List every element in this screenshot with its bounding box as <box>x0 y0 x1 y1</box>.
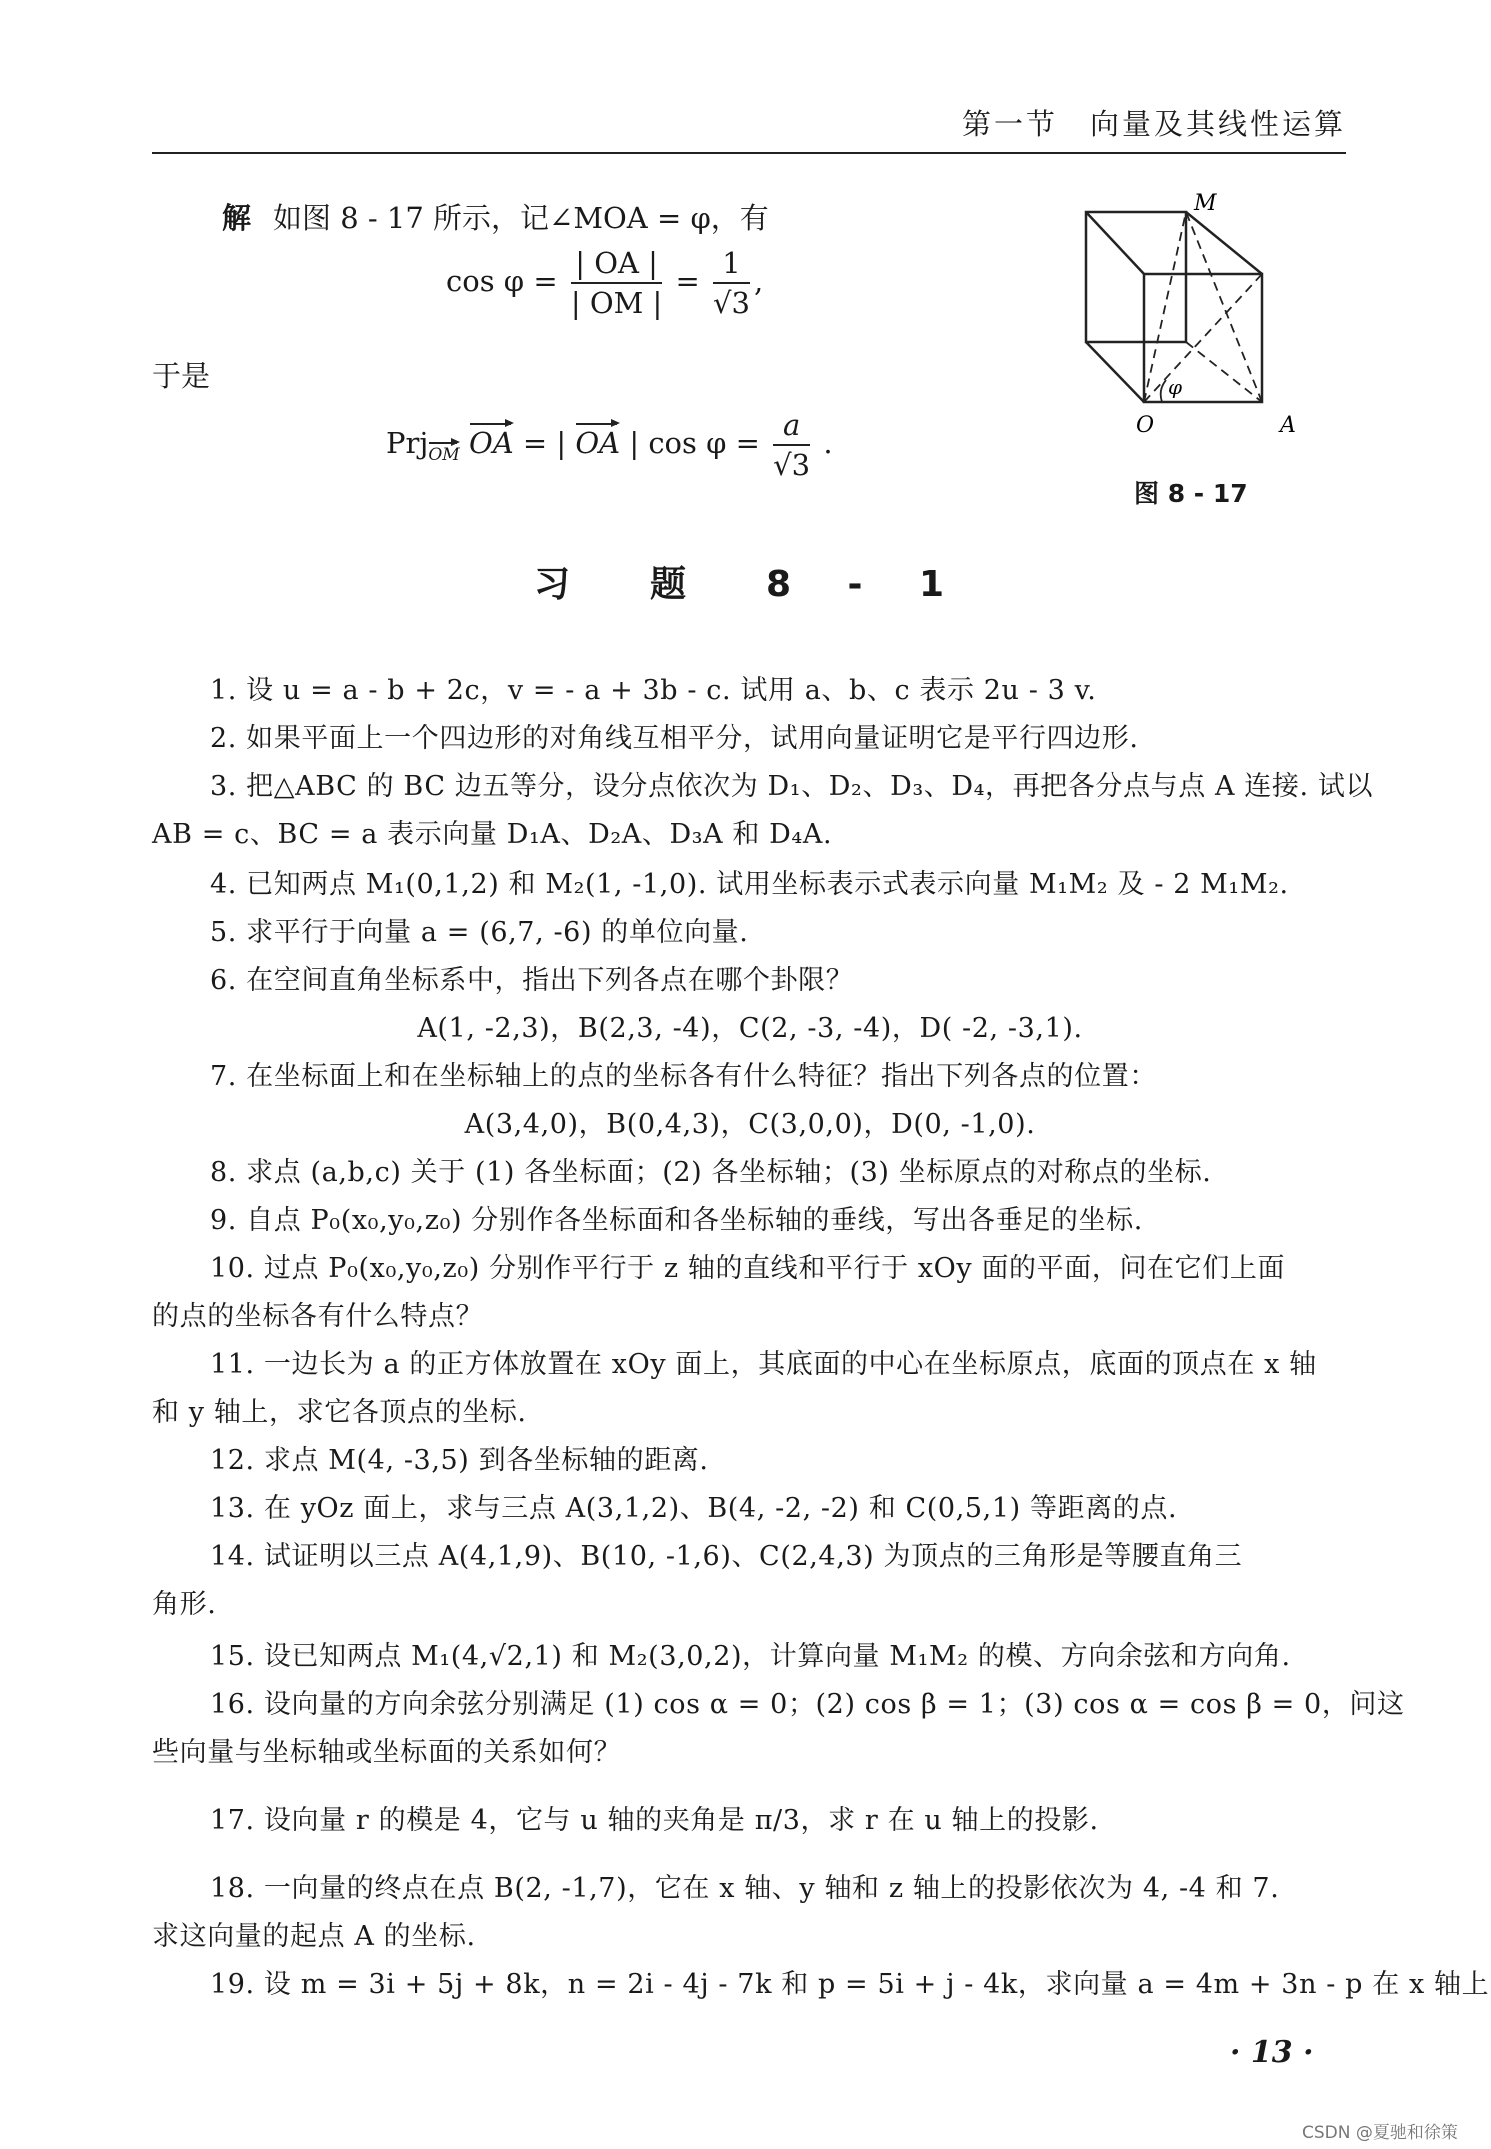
fraction-numerator: a <box>773 408 810 446</box>
figure-caption: 图 8 - 17 <box>1134 479 1248 508</box>
fraction-denominator: √3 <box>773 448 811 482</box>
solution-intro-text: 如图 8 - 17 所示，记∠MOA = φ，有 <box>273 201 769 235</box>
angle-arc <box>1161 380 1166 402</box>
watermark: CSDN @夏驰和徐策 <box>1302 2123 1458 2143</box>
label-phi: φ <box>1168 375 1183 399</box>
exercise-line: 15. 设已知两点 M₁(4,√2,1) 和 M₂(3,0,2)，计算向量 M₁M₂ 的模、方向余弦和方向角. <box>210 1641 1291 1672</box>
vector-oa: OA <box>469 420 514 460</box>
exercise-line: 11. 一边长为 a 的正方体放置在 xOy 面上，其底面的中心在坐标原点，底面的顶点在 x 轴 <box>210 1349 1317 1380</box>
section-title: 习 题 8 - 1 <box>533 564 967 605</box>
fraction-a-sqrt3 <box>773 408 810 482</box>
solution-label: 解 <box>222 201 252 235</box>
exercise-line: 18. 一向量的终点在点 B(2, -1,7)，它在 x 轴、y 轴和 z 轴上的投影依次为 4, -4 和 7. <box>210 1873 1280 1904</box>
exercise-line: 10. 过点 P₀(x₀,y₀,z₀) 分别作平行于 z 轴的直线和平行于 xOy 面的平面，问在它们上面 <box>210 1253 1286 1284</box>
exercise-line: 和 y 轴上，求它各顶点的坐标. <box>152 1397 527 1428</box>
fraction-denominator: √3 <box>713 286 750 320</box>
exercise-line: 8. 求点 (a,b,c) 关于 (1) 各坐标面；(2) 各坐标轴；(3) 坐标原点的对称点的坐标. <box>210 1157 1212 1188</box>
prj-cos: | cos φ = <box>629 426 760 460</box>
exercise-line: 7. 在坐标面上和在坐标轴上的点的坐标各有什么特征？指出下列各点的位置： <box>210 1061 1157 1092</box>
exercise-formula: A(3,4,0)，B(0,4,3)，C(3,0,0)，D(0, -1,0). <box>464 1109 1036 1140</box>
equals-sign: = <box>675 264 700 298</box>
fraction-1-sqrt3 <box>713 246 750 320</box>
exercise-line: AB = c、BC = a 表示向量 D₁A、D₂A、D₃A 和 D₄A. <box>152 819 833 850</box>
cube-front-face <box>1144 274 1262 402</box>
exercise-line: 求这向量的起点 A 的坐标. <box>152 1921 476 1952</box>
exercise-line: 的点的坐标各有什么特点？ <box>152 1301 484 1332</box>
trailing-period: . <box>823 426 833 460</box>
fraction-oa-om <box>571 246 662 320</box>
exercise-line: 4. 已知两点 M₁(0,1,2) 和 M₂(1, -1,0). 试用坐标表示式表示向量 M₁M₂ 及 - 2 M₁M₂. <box>210 869 1289 900</box>
vector-oa-magnitude: OA <box>575 420 620 460</box>
exercise-formula: A(1, -2,3)，B(2,3, -4)，C(2, -3, -4)，D( -2, -3,1). <box>417 1013 1083 1044</box>
exercise-line: 16. 设向量的方向余弦分别满足 (1) cos α = 0；(2) cos β = 1；(3) cos α = cos β = 0，问这 <box>210 1689 1405 1720</box>
exercise-line: 9. 自点 P₀(x₀,y₀,z₀) 分别作各坐标面和各坐标轴的垂线，写出各垂足的坐标. <box>210 1205 1143 1236</box>
exercise-line: 12. 求点 M(4, -3,5) 到各坐标轴的距离. <box>210 1445 709 1476</box>
label-a: A <box>1280 413 1296 438</box>
exercise-line: 17. 设向量 r 的模是 4，它与 u 轴的夹角是 π/3，求 r 在 u 轴上的投影. <box>210 1805 1099 1836</box>
cos-lhs: cos φ = <box>446 264 558 298</box>
prj-subscript: OM <box>428 439 459 465</box>
cos-equation <box>446 246 763 320</box>
exercise-line: 14. 试证明以三点 A(4,1,9)、B(10, -1,6)、C(2,4,3) 为顶点的三角形是等腰直角三 <box>210 1541 1243 1572</box>
exercise-line: 1. 设 u = a - b + 2c，v = - a + 3b - c. 试用 a、b、c 表示 2u - 3 v. <box>210 675 1097 706</box>
exercise-line: 3. 把△ABC 的 BC 边五等分，设分点依次为 D₁、D₂、D₃、D₄，再把各分点与点 A 连接. 试以 <box>210 771 1374 802</box>
exercise-line: 些向量与坐标轴或坐标面的关系如何？ <box>152 1737 622 1768</box>
therefore-text: 于是 <box>152 359 211 393</box>
fraction-numerator: 1 <box>713 246 750 284</box>
prj-middle: = | <box>522 426 567 460</box>
fraction-denominator: | OM | <box>570 286 663 320</box>
exercise-line: 13. 在 yOz 面上，求与三点 A(3,1,2)、B(4, -2, -2) 和 C(0,5,1) 等距离的点. <box>210 1493 1178 1524</box>
solution-intro <box>222 196 769 237</box>
exercise-line: 5. 求平行于向量 a = (6,7, -6) 的单位向量. <box>210 917 749 948</box>
label-m: M <box>1194 191 1217 216</box>
exercise-line: 19. 设 m = 3i + 5j + 8k，n = 2i - 4j - 7k 和 p = 5i + j - 4k，求向量 a = 4m + 3n - p 在 x 轴上 <box>210 1969 1490 2000</box>
trailing-comma: , <box>753 264 764 298</box>
projection-equation <box>386 408 833 482</box>
running-header <box>152 96 1346 154</box>
page-number: · 13 · <box>1230 2035 1314 2070</box>
exercise-line: 6. 在空间直角坐标系中，指出下列各点在哪个卦限？ <box>210 965 854 996</box>
fraction-numerator: | OA | <box>571 246 662 284</box>
prj-label: Prj <box>386 426 429 460</box>
cube-figure <box>1070 190 1310 470</box>
diagonal-om <box>1144 212 1186 402</box>
exercise-line: 角形. <box>152 1589 217 1620</box>
label-o: O <box>1136 413 1155 438</box>
exercise-line: 2. 如果平面上一个四边形的对角线互相平分，试用向量证明它是平行四边形. <box>210 723 1139 754</box>
header-title: 第一节 向量及其线性运算 <box>961 107 1346 141</box>
